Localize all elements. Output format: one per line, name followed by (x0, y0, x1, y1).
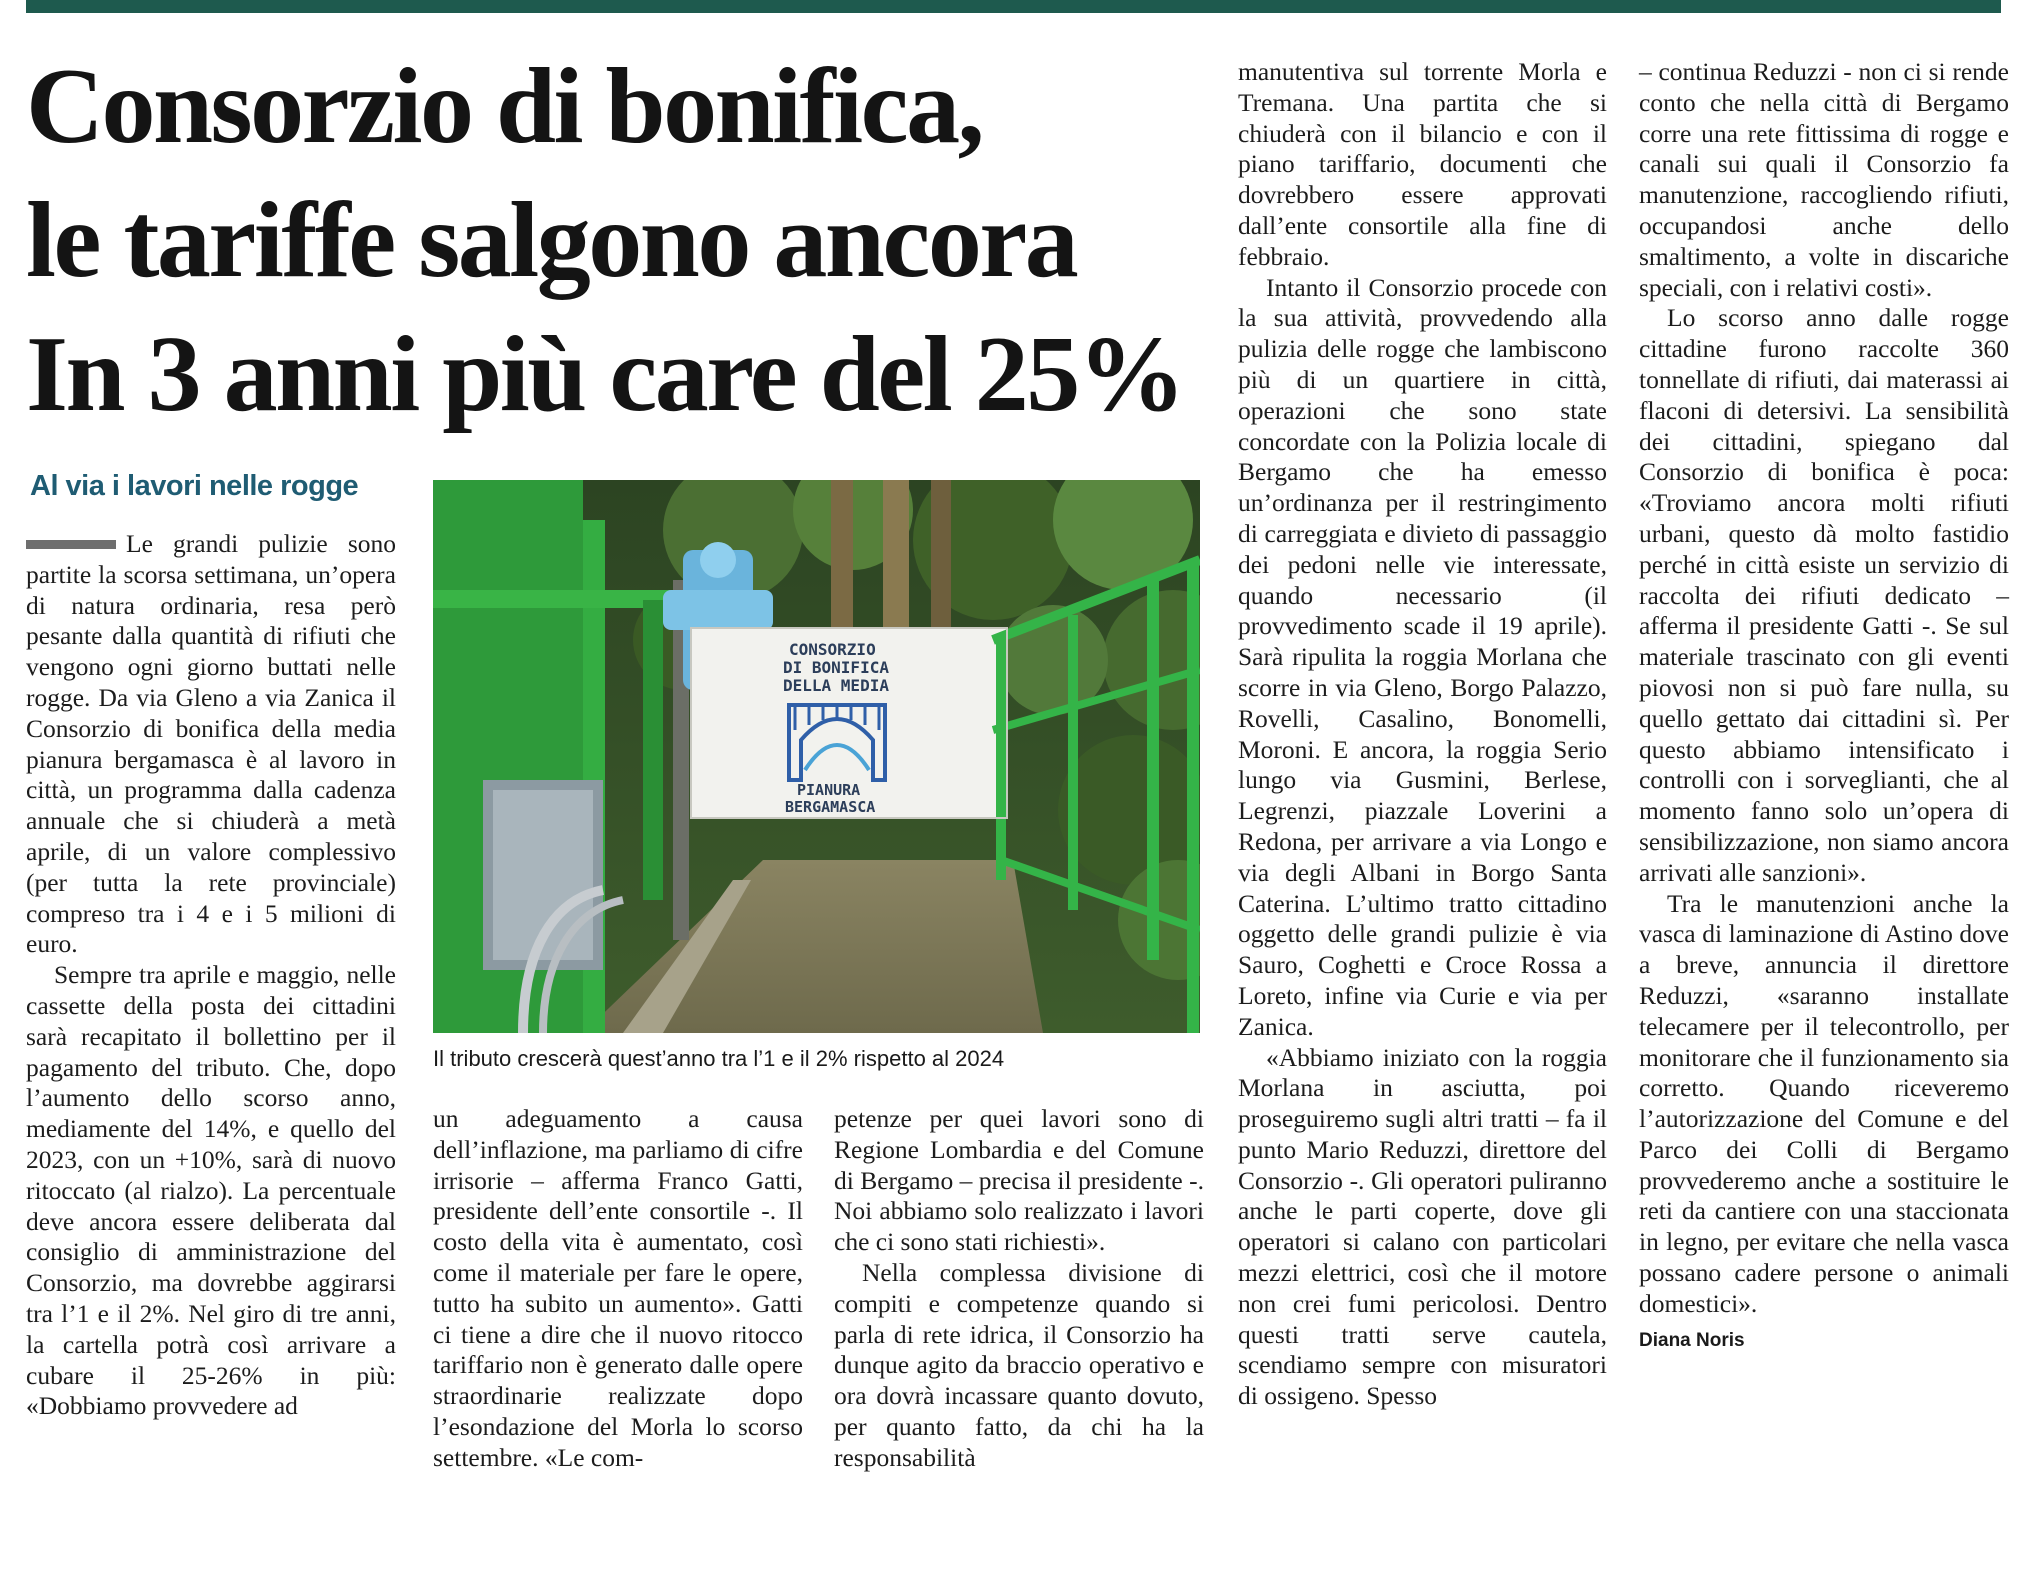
headline (26, 40, 1226, 442)
svg-text:DI BONIFICA: DI BONIFICA (783, 658, 889, 677)
paragraph: Tra le manutenzioni anche la vasca di laminazione di Astino dove a breve, annuncia il direttore Reduzzi, «saranno installate telecamere per il telecontrollo, per monitorare che il funzionamento sia corretto. Quando riceveremo l’autorizzazione del Comune e del Parco dei Colli di Bergamo provvederemo anche a sostituire le reti da cantiere con una staccionata in legno, per evitare che nella vasca possano cadere persone o animali domestici». (1639, 888, 2009, 1318)
photo-caption: Il tributo crescerà quest’anno tra l’1 e il 2% rispetto al 2024 (433, 1046, 1005, 1071)
kicker: Al via i lavori nelle rogge (30, 470, 359, 502)
article-column-2 (433, 1104, 803, 1474)
paragraph: «Abbiamo iniziato con la roggia Morlana in asciutta, poi proseguiremo sugli altri tratti – fa il punto Mario Reduzzi, direttore del Consorzio -. Gli operatori puliranno anche le parti coperte, dove gli operatori si calano con particolari mezzi elettrici, così che il motore non crei fumi pericolosi. Dentro questi tratti serve cautela, scendiamo sempre con misuratori di ossigeno. Spesso (1238, 1042, 1607, 1411)
article-column-3 (834, 1104, 1204, 1474)
article-column-5 (1639, 57, 2009, 1356)
paragraph: manutentiva sul torrente Morla e Tremana. Una partita che si chiuderà con il bilancio e con il piano tariffario, documenti che dovrebbero essere approvati dall’ente consortile alla fine di febbraio. (1238, 57, 1607, 271)
paragraph: – continua Reduzzi - non ci si rende conto che nella città di Bergamo corre una rete fittissima di rogge e canali sui quali il Consorzio fa manutenzione, raccogliendo rifiuti, occupandosi anche dello smaltimento, a volte in discariche speciali, con i relativi costi». (1639, 57, 2009, 302)
svg-text:PIANURA: PIANURA (797, 781, 861, 799)
article-column-4 (1238, 57, 1607, 1412)
article-column-1 (26, 529, 396, 1422)
paragraph: petenze per quei lavori sono di Regione Lombardia e del Comune di Bergamo – precisa il presidente -. Noi abbiamo solo realizzato i lavori che ci sono stati richiesti». (834, 1104, 1204, 1257)
top-rule (26, 0, 2001, 13)
paragraph-text: Le grandi pulizie sono partite la scorsa settimana, un’opera di natura ordinaria, resa però pesante dalla quantità di rifiuti che vengono ogni giorno buttati nelle rogge. Da via Gleno a via Zanica il Consorzio di bonifica della media pianura bergamasca è al lavoro in città, un programma dalla cadenza annuale che si chiuderà a metà aprile, di un valore complessivo (per tutta la rete provinciale) compreso tra i 4 e i 5 milioni di euro. (26, 529, 396, 959)
paragraph (26, 529, 396, 960)
svg-text:BERGAMASCA: BERGAMASCA (785, 798, 876, 816)
byline: Diana Noris (1639, 1329, 1745, 1351)
article-photo (433, 480, 1200, 1033)
banner (691, 628, 1007, 818)
headline-line-3: In 3 anni più care del 25% (26, 315, 1184, 434)
lead-rule (26, 540, 116, 549)
headline-line-1: Consorzio di bonifica, (26, 47, 983, 166)
paragraph: Nella complessa divisione di compiti e competenze quando si parla di rete idrica, il Consorzio ha dunque agito da braccio operativo e ora dovrà incassare quanto dovuto, per quanto fatto, da chi ha la responsabilità (834, 1257, 1204, 1472)
paragraph: Sempre tra aprile e maggio, nelle cassette della posta dei cittadini sarà recapitato il bollettino per il pagamento del tributo. Che, dopo l’aumento dello scorso anno, mediamente del 14%, e quello del 2023, con un +10%, sarà di nuovo ritoccato (al rialzo). La percentuale deve ancora essere deliberata dal consiglio di amministrazione del Consorzio, ma dovrebbe aggirarsi tra l’1 e il 2%. Nel giro di tre anni, la cartella potrà così arrivare a cubare il 25-26% in più: «Dobbiamo provvedere ad (26, 960, 396, 1421)
paragraph: Lo scorso anno dalle rogge cittadine furono raccolte 360 tonnellate di rifiuti, dai materassi ai flaconi di detersivi. La sensibilità dei cittadini, spiegano dal Consorzio di bonifica è poca: «Troviamo ancora molti rifiuti urbani, questo dà molto fastidio perché in città esiste un servizio di raccolta dei rifiuti dedicato – afferma il presidente Gatti -. Se sul materiale trascinato con gli eventi piovosi non si può fare nulla, su quello gettato dai cittadini sì. Per questo abbiamo intensificato i controlli con i sorveglianti, che al momento fanno solo un’opera di sensibilizzazione, non siamo ancora arrivati alle sanzioni». (1639, 303, 2009, 887)
headline-line-2: le tariffe salgono ancora (26, 181, 1077, 300)
photo-scene (433, 480, 1200, 1033)
paragraph: Intanto il Consorzio procede con la sua attività, provvedendo alla pulizia delle rogge che lambiscono più di un quartiere in città, operazioni che sono state concordate con la Polizia locale di Bergamo che ha emesso un’ordinanza per il restringimento di carreggiata e divieto di passaggio dei pedoni nelle vie interessate, quando necessario (il provvedimento scade il 19 aprile). Sarà ripulita la roggia Morlana che scorre in via Gleno, Borgo Palazzo, Rovelli, Casalino, Bonomelli, Moroni. E ancora, la roggia Serio lungo via Gusmini, Berlese, Legrenzi, piazzale Loverini a Redona, per arrivare a via Longo e via degli Albani in Borgo Santa Caterina. L’ultimo tratto cittadino oggetto delle grandi pulizie è via Sauro, Coghetti e Croce Rossa a Loreto, infine via Curie e via per Zanica. (1238, 272, 1607, 1041)
svg-text:DELLA MEDIA: DELLA MEDIA (783, 676, 889, 695)
paragraph: un adeguamento a causa dell’inflazione, ma parliamo di cifre irrisorie – afferma Franco Gatti, presidente dell’ente consortile -. Il costo della vita è aumentato, così come il materiale per fare le opere, tutto ha subito un aumento». Gatti ci tiene a dire che il nuovo ritocco tariffario non è generato dalle opere straordinarie realizzate dopo l’esondazione del Morla lo scorso settembre. «Le com- (433, 1104, 803, 1472)
svg-text:CONSORZIO: CONSORZIO (789, 640, 876, 659)
